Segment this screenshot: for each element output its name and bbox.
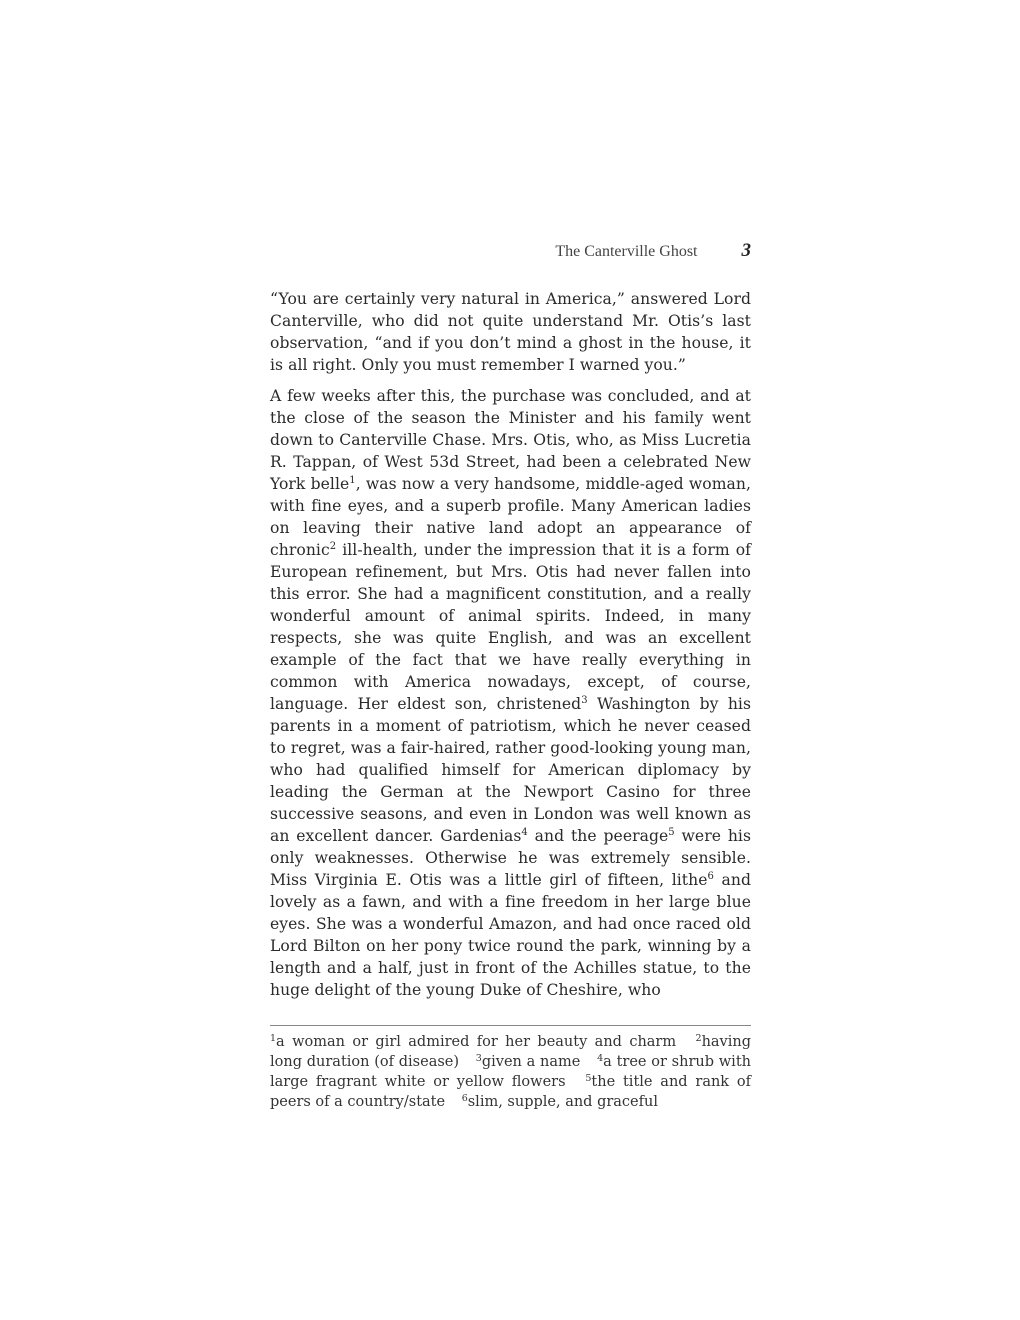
footnote-ref-2: 2 <box>329 541 337 552</box>
paragraph-2-text: A few weeks after this, the purchase was concluded, and at the close of the season the Minister and his family went down to Canterville Chase. Mrs. Otis, who, as Miss Lucretia R. Tappan, of West 53d Street, had been a celebrated New York belle <box>270 387 751 493</box>
footnote-text: a woman or girl admired for her beauty and charm <box>276 1034 677 1050</box>
footnote-mark: 3 <box>475 1053 482 1064</box>
footnote-text: given a name <box>481 1054 581 1070</box>
footnote-mark: 1 <box>270 1033 277 1044</box>
footnote-ref-4: 4 <box>521 827 528 838</box>
body-text <box>270 288 751 1001</box>
paragraph-2-text: Washington by his parents in a moment of patriotism, which he never ceased to regret, was a fair-haired, rather good-looking young man, who had qualified himself for American diplomacy by leading the German at the Newport Casino for three successive seasons, and even in London was well known as an excellent dancer. Gardenias <box>270 695 752 845</box>
footnote-ref-1: 1 <box>349 475 356 486</box>
running-title: The Canterville Ghost <box>555 243 698 260</box>
running-header <box>270 240 751 262</box>
footnote-text: slim, supple, and graceful <box>467 1094 658 1110</box>
footnote-ref-3: 3 <box>581 695 588 706</box>
footnote-ref-6: 6 <box>707 871 714 882</box>
paragraph-2-text: and the peerage <box>527 827 669 845</box>
paragraph-2-text: were his only weaknesses. Otherwise he was extremely sensible. Miss Virginia E. Otis was a little girl of fifteen, lithe <box>270 827 751 889</box>
paragraph-1-text: “You are certainly very natural in America,” answered Lord Canterville, who did not quite understand Mr. Otis’s last observation, “and if you don’t mind a ghost in the house, it is all right. Only you must remember I warned you.” <box>270 290 751 374</box>
paragraph-2-text: , was now a very handsome, middle-aged woman, with fine eyes, and a superb profile. Many American ladies on leaving their native land adopt an appearance of chronic <box>270 475 751 559</box>
page-number: 3 <box>741 240 751 261</box>
footnotes <box>270 1032 751 1112</box>
footnote-mark: 6 <box>461 1093 468 1104</box>
paragraph-2 <box>270 385 751 1001</box>
footnote-text: the title and rank of peers of a country/state <box>270 1074 752 1110</box>
paragraph-2-text: and lovely as a fawn, and with a fine freedom in her large blue eyes. She was a wonderful Amazon, and had once raced old Lord Bilton on her pony twice round the park, winning by a length and a half, just in front of the Achilles statue, to the huge delight of the young Duke of Cheshire, who <box>270 871 751 999</box>
footnote-divider <box>270 1025 751 1026</box>
footnote-mark: 4 <box>597 1053 604 1064</box>
footnote-mark: 2 <box>695 1033 702 1044</box>
footnote-mark: 5 <box>585 1073 592 1084</box>
footnote-6 <box>462 1094 658 1110</box>
paragraph-1 <box>270 288 751 376</box>
footnote-text: a tree or shrub with large fragrant white or yellow flowers <box>270 1054 751 1090</box>
footnote-text: having long duration (of disease) <box>270 1034 751 1070</box>
footnote-3 <box>476 1054 581 1070</box>
footnote-ref-5: 5 <box>668 827 675 838</box>
footnote-1 <box>270 1034 676 1050</box>
paragraph-2-text: ill-health, under the impression that it is a form of European refinement, but Mrs. Otis had never fallen into this error. She had a magnificent constitution, and a really wonderful amount of animal spirits. Indeed, in many respects, she was quite English, and was an excellent example of the fact that we have really everything in common with America nowadays, except, of course, language. Her eldest son, christened <box>270 541 751 713</box>
